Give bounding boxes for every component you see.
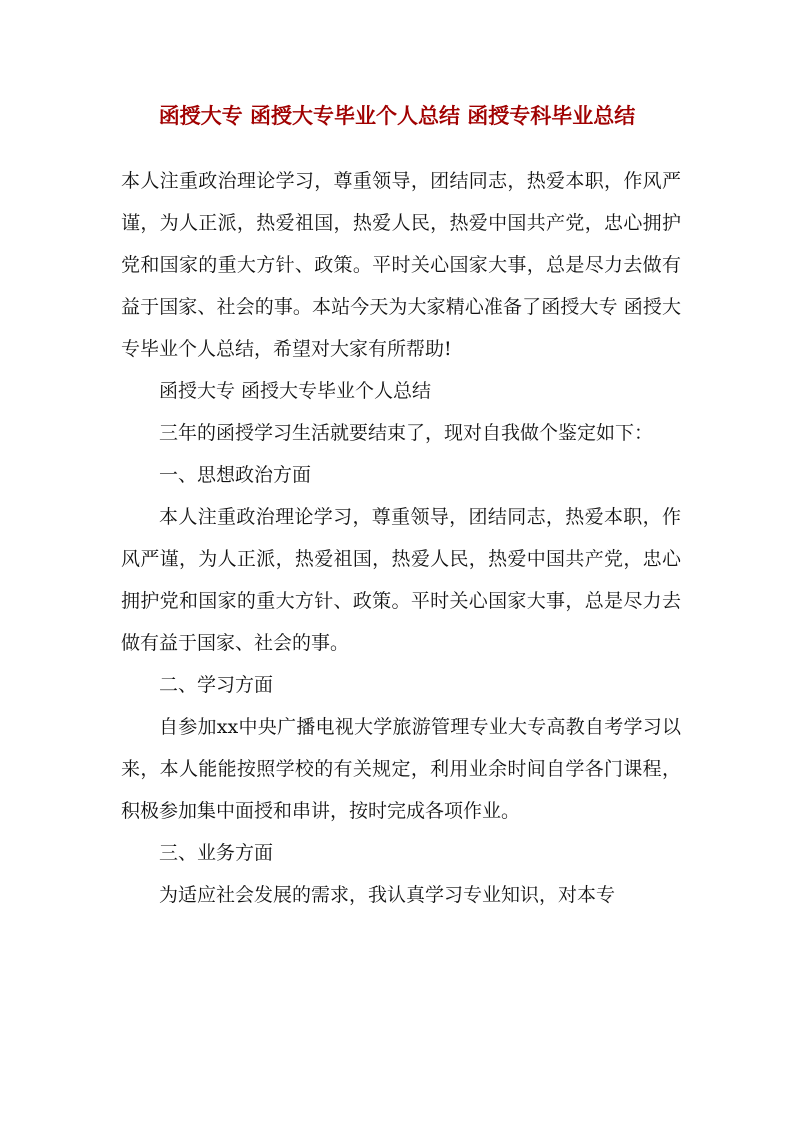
study-paragraph: 自参加xx中央广播电视大学旅游管理专业大专高教自考学习以来，本人能能按照学校的有关规定，利用业余时间自学各门课程，积极参加集中面授和串讲，按时完成各项作业。 bbox=[121, 716, 681, 822]
document-body bbox=[121, 160, 681, 916]
subtitle-paragraph: 函授大专 函授大专毕业个人总结 bbox=[159, 380, 432, 402]
politics-paragraph: 本人注重政治理论学习，尊重领导，团结同志，热爱本职，作风严谨，为人正派，热爱祖国，热爱人民，热爱中国共产党，忠心拥护党和国家的重大方针、政策。平时关心国家大事，总是尽力去做有益于国家、社会的事。 bbox=[121, 506, 681, 654]
section-heading-study: 二、学习方面 bbox=[159, 674, 274, 696]
section-heading-business: 三、业务方面 bbox=[159, 842, 274, 864]
opening-paragraph: 三年的函授学习生活就要结束了，现对自我做个鉴定如下： bbox=[159, 422, 654, 444]
section-heading-politics: 一、思想政治方面 bbox=[159, 464, 312, 486]
intro-paragraph: 本人注重政治理论学习，尊重领导，团结同志，热爱本职，作风严谨，为人正派，热爱祖国，热爱人民，热爱中国共产党，忠心拥护党和国家的重大方针、政策。平时关心国家大事，总是尽力去做有益于国家、社会的事。本站今天为大家精心准备了函授大专 函授大专毕业个人总结，希望对大家有所帮助! bbox=[121, 170, 681, 360]
document-title: 函授大专 函授大专毕业个人总结 函授专科毕业总结 bbox=[158, 103, 636, 128]
business-paragraph: 为适应社会发展的需求，我认真学习专业知识，对本专 bbox=[159, 884, 616, 906]
